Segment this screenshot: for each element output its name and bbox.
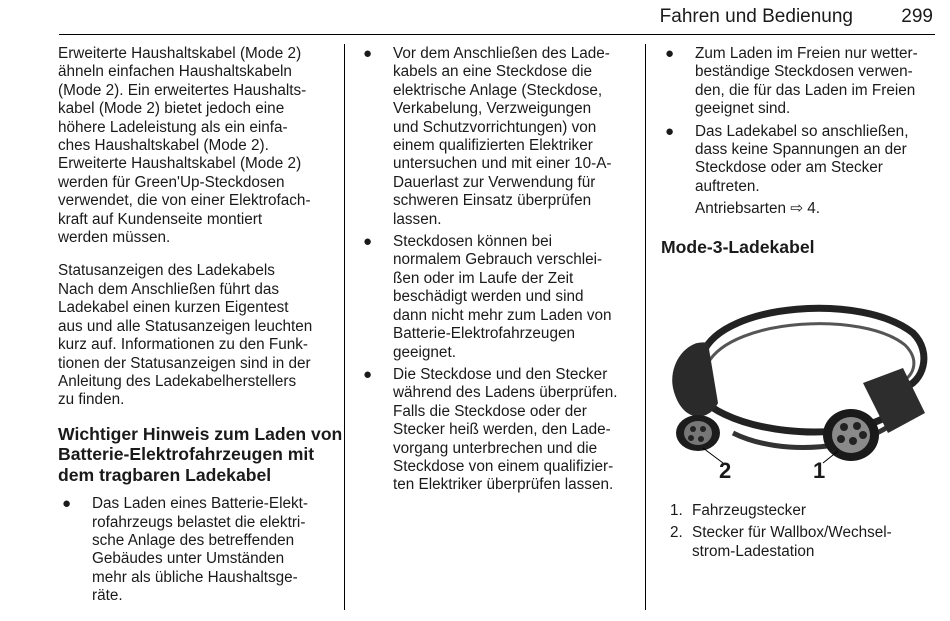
text-line: Dauerlast zur Verwendung für [393, 173, 596, 191]
text-line: beständige Steckdosen verwen- [695, 63, 913, 81]
text-line: dass keine Spannungen an der [695, 141, 907, 159]
heading-line: Batterie-Elektrofahrzeugen mit [58, 444, 315, 465]
charging-cable-figure [663, 283, 935, 488]
text-line: normalem Gebrauch verschlei- [393, 251, 603, 269]
column-3 [661, 45, 941, 257]
text-line: mehr als übliche Haushaltsge- [92, 568, 298, 586]
column-divider-1 [344, 44, 345, 610]
legend-number: 1. [670, 502, 683, 519]
text-line: Die Steckdose und den Stecker [393, 365, 608, 383]
text-line: Batterie-Elektrofahrzeugen [393, 325, 575, 343]
text-line: Nach dem Anschließen führt das [58, 280, 280, 298]
text-line: kabels an eine Steckdose die [393, 63, 592, 81]
text-line: rofahrzeugs belastet die elektri- [92, 513, 306, 531]
bullet-item [661, 123, 941, 197]
paragraph-mode2-extended [58, 45, 338, 247]
text-line: Das Ladekabel so anschließen, [695, 122, 909, 140]
text-line: Erweiterte Haushaltskabel (Mode 2) [58, 45, 302, 62]
charging-cable-illustration [663, 283, 935, 488]
figure-legend [670, 502, 940, 561]
text-line: Stecker heiß werden, den Lade- [393, 421, 611, 439]
text-line: elektrische Anlage (Steckdose, [393, 81, 603, 99]
column-2 [359, 45, 639, 499]
bullet-item [58, 495, 338, 605]
text-line: Das Laden eines Batterie-Elekt- [92, 495, 308, 513]
cross-reference[interactable]: Antriebsarten ⇨ 4. [695, 200, 821, 218]
bullet-dot-icon: ● [62, 495, 72, 513]
bullet-dot-icon: ● [665, 122, 675, 140]
text-line: ähneln einfachen Haushaltskabeln [58, 63, 292, 81]
text-line: ten Elektriker überprüfen lassen. [393, 476, 614, 494]
text-line: werden müssen. [58, 229, 171, 247]
text-line: Erweiterte Haushaltskabel (Mode 2) [58, 155, 302, 173]
bullet-dot-icon: ● [363, 365, 373, 383]
text-line: lassen. [393, 210, 442, 228]
text-line: Steckdosen können bei [393, 233, 553, 251]
text-line: Falls die Steckdose oder der [393, 402, 587, 420]
page-number: 299 [901, 6, 933, 27]
header-title: Fahren und Bedienung [659, 6, 853, 27]
text-line: zu finden. [58, 391, 125, 409]
column-1 [58, 45, 343, 610]
column-divider-2 [645, 44, 646, 610]
text-line: schweren Einsatz überprüfen [393, 192, 592, 210]
text-line: beschädigt werden und sind [393, 288, 584, 306]
text-line: höhere Ladeleistung als ein einfa- [58, 118, 288, 136]
text-line: auftreten. [695, 177, 760, 195]
subheading-status: Statusanzeigen des Ladekabels [58, 262, 275, 280]
text-line: geeignet sind. [695, 100, 791, 118]
bullet-dot-icon: ● [363, 233, 373, 251]
text-line: verwendet, die von einer Elektrofach- [58, 192, 311, 210]
text-line: (Mode 2). Ein erweitertes Haushalts- [58, 81, 307, 99]
figure-label-2: 2 [719, 458, 732, 483]
heading-line: dem tragbaren Ladekabel [58, 464, 272, 485]
text-line: Stecker für Wallbox/Wechsel- [692, 524, 892, 542]
text-line: Zum Laden im Freien nur wetter- [695, 45, 918, 62]
section-heading-important [58, 423, 343, 486]
text-line: während des Ladens überprüfen. [393, 384, 618, 402]
bullet-item [359, 233, 639, 362]
text-line: den, die für das Laden im Freien [695, 81, 916, 99]
text-line: und Schutzvorrichtungen) von [393, 118, 597, 136]
text-line: Gebäudes unter Umständen [92, 550, 285, 568]
text-line: sche Anlage des betreffenden [92, 532, 295, 550]
figure-label-1: 1 [813, 458, 826, 483]
text-line: kurz auf. Informationen zu den Funk- [58, 336, 308, 354]
text-line: ches Haushaltskabel (Mode 2). [58, 137, 269, 155]
bullet-item [359, 45, 639, 229]
header-rule [59, 34, 935, 35]
text-line: vorgang unterbrechen und die [393, 439, 598, 457]
text-line: werden für Green'Up-Steckdosen [58, 173, 285, 191]
text-line: Fahrzeugstecker [692, 502, 806, 519]
bullet-dot-icon: ● [665, 45, 675, 62]
text-line: dann nicht mehr zum Laden von [393, 306, 612, 324]
text-line: kraft auf Kundenseite montiert [58, 210, 263, 228]
text-line: geeignet. [393, 343, 456, 361]
text-line: Steckdose oder am Stecker [695, 159, 883, 177]
paragraph-status [58, 281, 338, 410]
heading-line: Wichtiger Hinweis zum Laden von [58, 423, 343, 444]
text-line: kabel (Mode 2) bietet jedoch eine [58, 100, 285, 118]
bullet-item [359, 366, 639, 495]
text-line: Anleitung des Ladekabelherstellers [58, 372, 297, 390]
text-line: Vor dem Anschließen des Lade- [393, 45, 610, 62]
legend-item [670, 524, 940, 561]
text-line: Steckdose von einem qualifizier- [393, 457, 614, 475]
text-line: einem qualifizierten Elektriker [393, 137, 593, 155]
text-line: Verkabelung, Verzweigungen [393, 100, 592, 118]
legend-item [670, 502, 940, 520]
section-heading-mode3: Mode-3-Ladekabel [661, 236, 815, 257]
text-line: tionen der Statusanzeigen sind in der [58, 354, 311, 372]
bullet-item [661, 45, 941, 119]
text-line: räte. [92, 587, 123, 605]
text-line: untersuchen und mit einer 10-A- [393, 155, 612, 173]
bullet-dot-icon: ● [363, 45, 373, 62]
text-line: aus und alle Statusanzeigen leuchten [58, 317, 313, 335]
legend-number: 2. [670, 524, 683, 542]
text-line: Ladekabel einen kurzen Eigentest [58, 299, 289, 317]
text-line: ßen oder im Laufe der Zeit [393, 269, 574, 287]
text-line: strom-Ladestation [692, 542, 815, 560]
